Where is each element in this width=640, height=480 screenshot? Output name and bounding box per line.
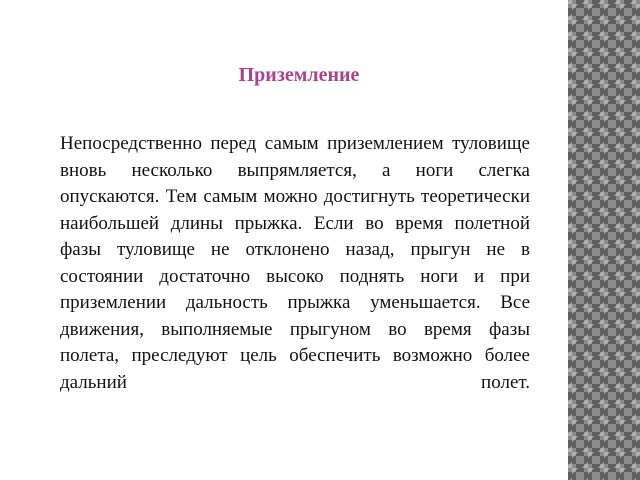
slide-body-text: Непосредственно перед самым приземлением туловище вновь несколько выпрямляется, а ноги слегка опускаются. Тем самым можно достигнуть теоретически наибольшей длины прыжка. Если во время полетной фазы туловище не отклонено назад, прыгун не в состоянии достаточно высоко поднять ноги и при приземлении дальность прыжка уменьшается. Все движения, выполняемые прыгуном во время фазы полета, преследуют цель обеспечить возможно более дальний полет. xyxy=(60,133,530,393)
decorative-side-pattern xyxy=(568,0,640,480)
slide-title: Приземление xyxy=(238,64,360,86)
